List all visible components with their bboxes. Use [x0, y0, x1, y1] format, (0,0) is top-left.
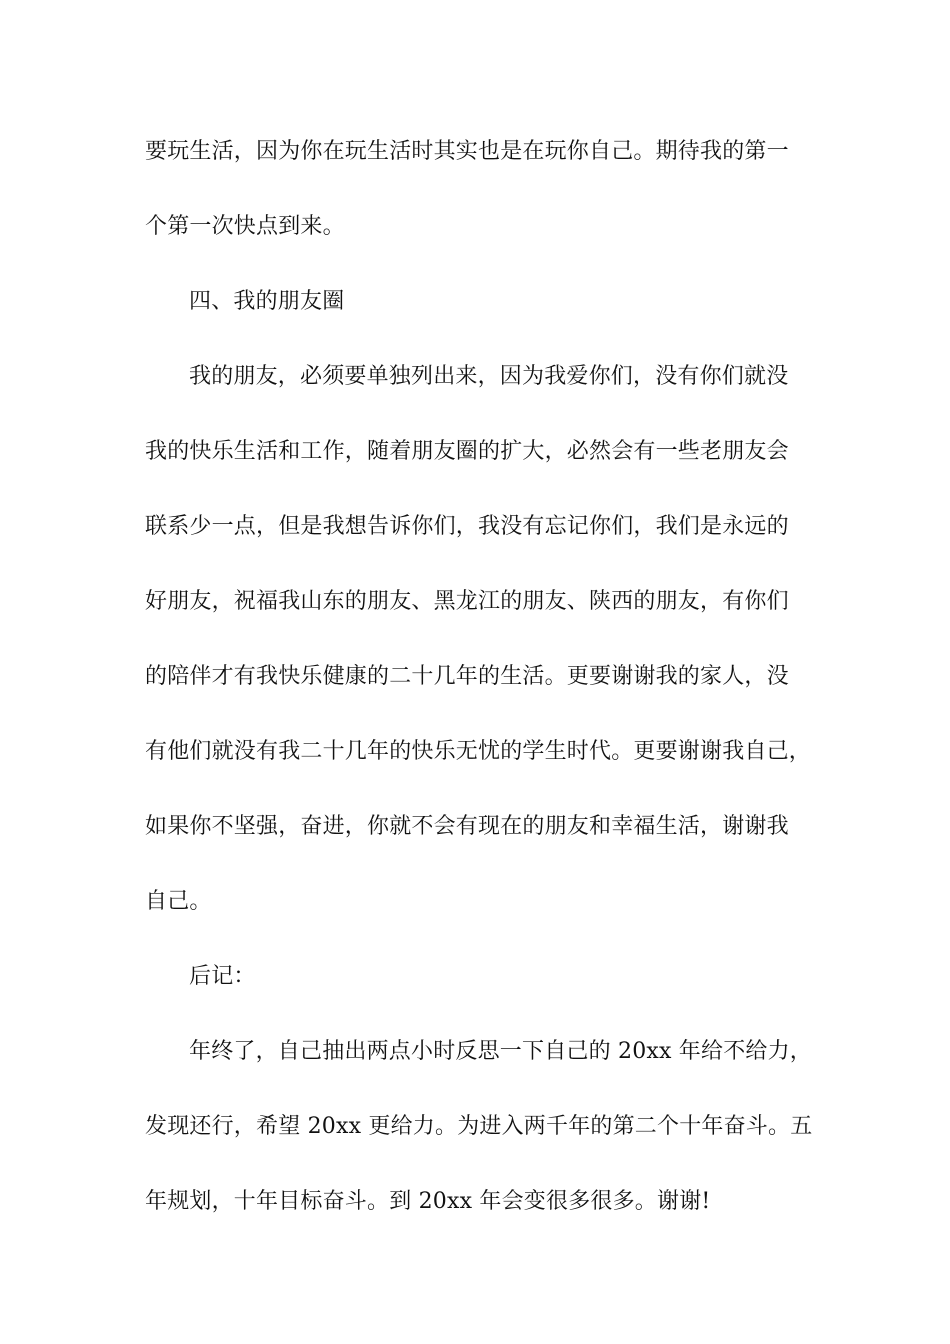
text-line: 个第一次快点到来。 [145, 214, 345, 239]
text-line: 的陪伴才有我快乐健康的二十几年的生活。更要谢谢我的家人，没 [145, 664, 789, 689]
document-body [145, 128, 825, 1253]
text-line: 有他们就没有我二十几年的快乐无忧的学生时代。更要谢谢我自己， [145, 739, 812, 764]
text-line: 联系少一点，但是我想告诉你们，我没有忘记你们，我们是永远的 [145, 514, 789, 539]
text-line: 好朋友，祝福我山东的朋友、黑龙江的朋友、陕西的朋友，有你们 [145, 589, 789, 614]
text-line: 年终了，自己抽出两点小时反思一下自己的 20xx 年给不给力， [189, 1039, 812, 1064]
text-line: 如果你不坚强，奋进，你就不会有现在的朋友和幸福生活，谢谢我 [145, 814, 789, 839]
text-line: 要玩生活，因为你在玩生活时其实也是在玩你自己。期待我的第一 [145, 139, 789, 164]
text-line: 自己。 [145, 889, 212, 914]
text-line: 发现还行，希望 20xx 更给力。为进入两千年的第二个十年奋斗。五 [145, 1114, 813, 1139]
text-line: 我的朋友，必须要单独列出来，因为我爱你们，没有你们就没 [189, 364, 789, 389]
section-heading: 四、我的朋友圈 [189, 289, 345, 314]
text-line: 年规划，十年目标奋斗。到 20xx 年会变很多很多。谢谢! [145, 1189, 711, 1214]
text-line: 我的快乐生活和工作，随着朋友圈的扩大，必然会有一些老朋友会 [145, 439, 789, 464]
section-heading: 后记： [189, 964, 256, 989]
